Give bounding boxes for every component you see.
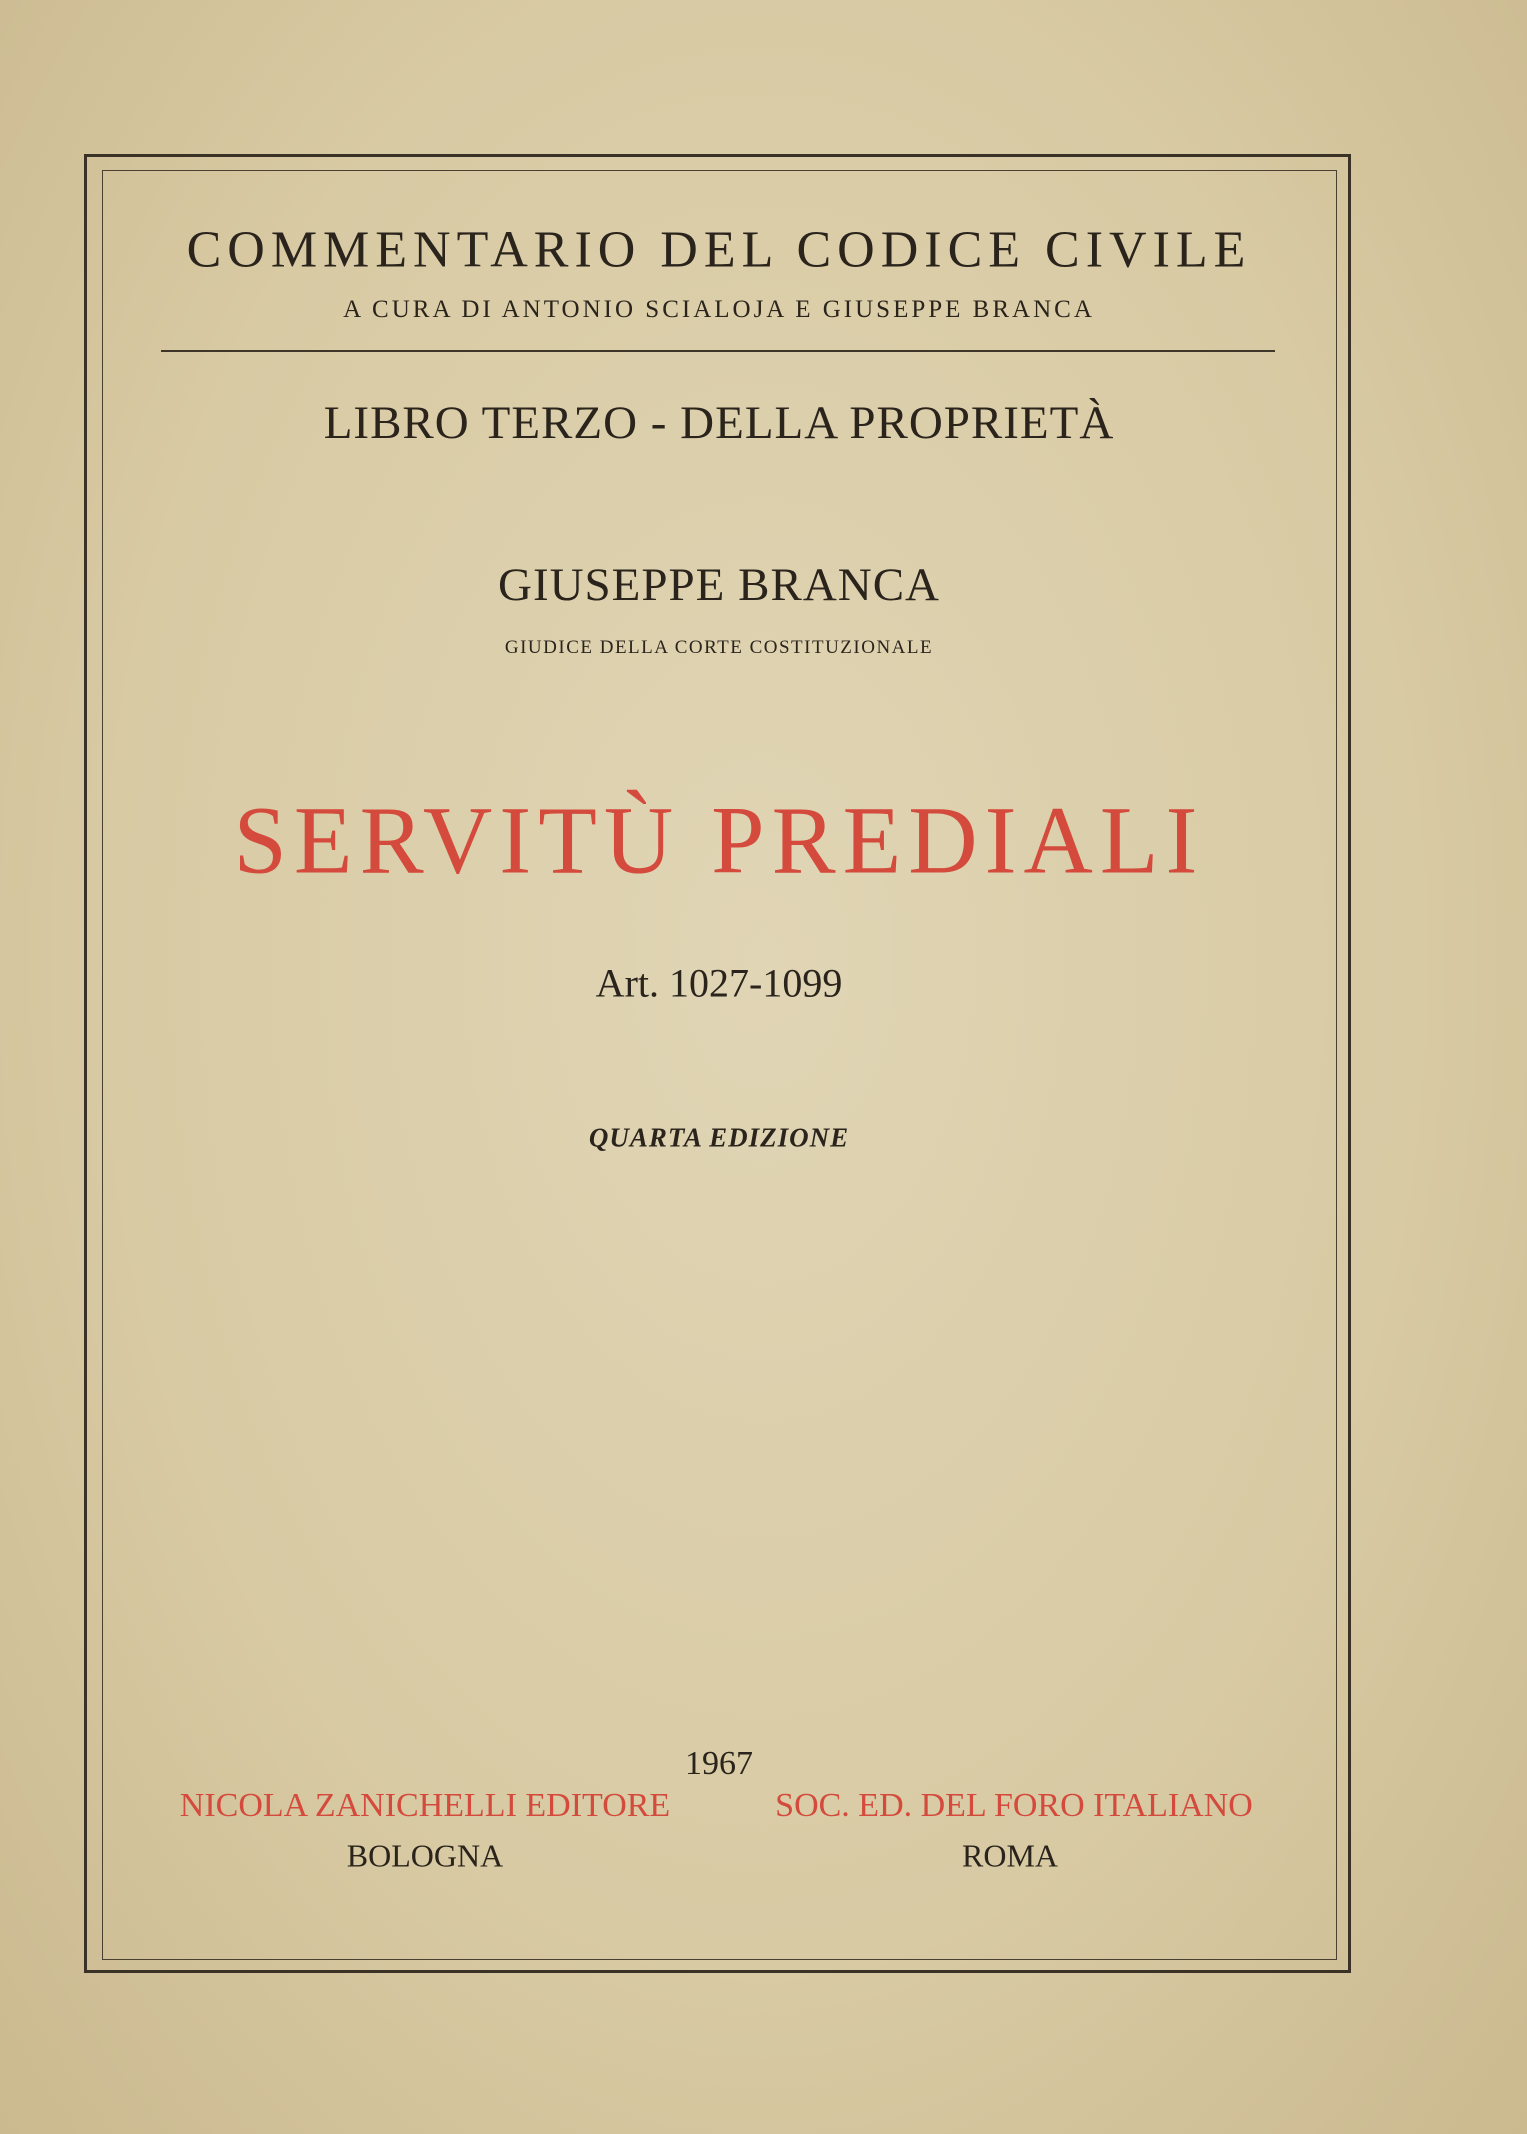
publisher-right: SOC. ED. DEL FORO ITALIANO [775,1787,1253,1824]
main-title: SERVITÙ PREDIALI [233,786,1205,894]
editors-line: A CURA DI ANTONIO SCIALOJA E GIUSEPPE BRANCA [343,296,1095,323]
publication-year: 1967 [685,1745,753,1782]
series-title: COMMENTARIO DEL CODICE CIVILE [186,221,1252,279]
book-title: LIBRO TERZO - DELLA PROPRIETÀ [323,397,1115,449]
author-role: GIUDICE DELLA CORTE COSTITUZIONALE [504,637,934,658]
edition-label: QUARTA EDIZIONE [588,1122,850,1153]
author-name: GIUSEPPE BRANCA [498,559,940,611]
divider-rule [161,350,1275,352]
city-right: ROMA [961,1837,1059,1874]
articles-range: Art. 1027-1099 [595,960,843,1006]
publisher-left: NICOLA ZANICHELLI EDITORE [179,1787,671,1824]
city-left: BOLOGNA [346,1837,504,1874]
